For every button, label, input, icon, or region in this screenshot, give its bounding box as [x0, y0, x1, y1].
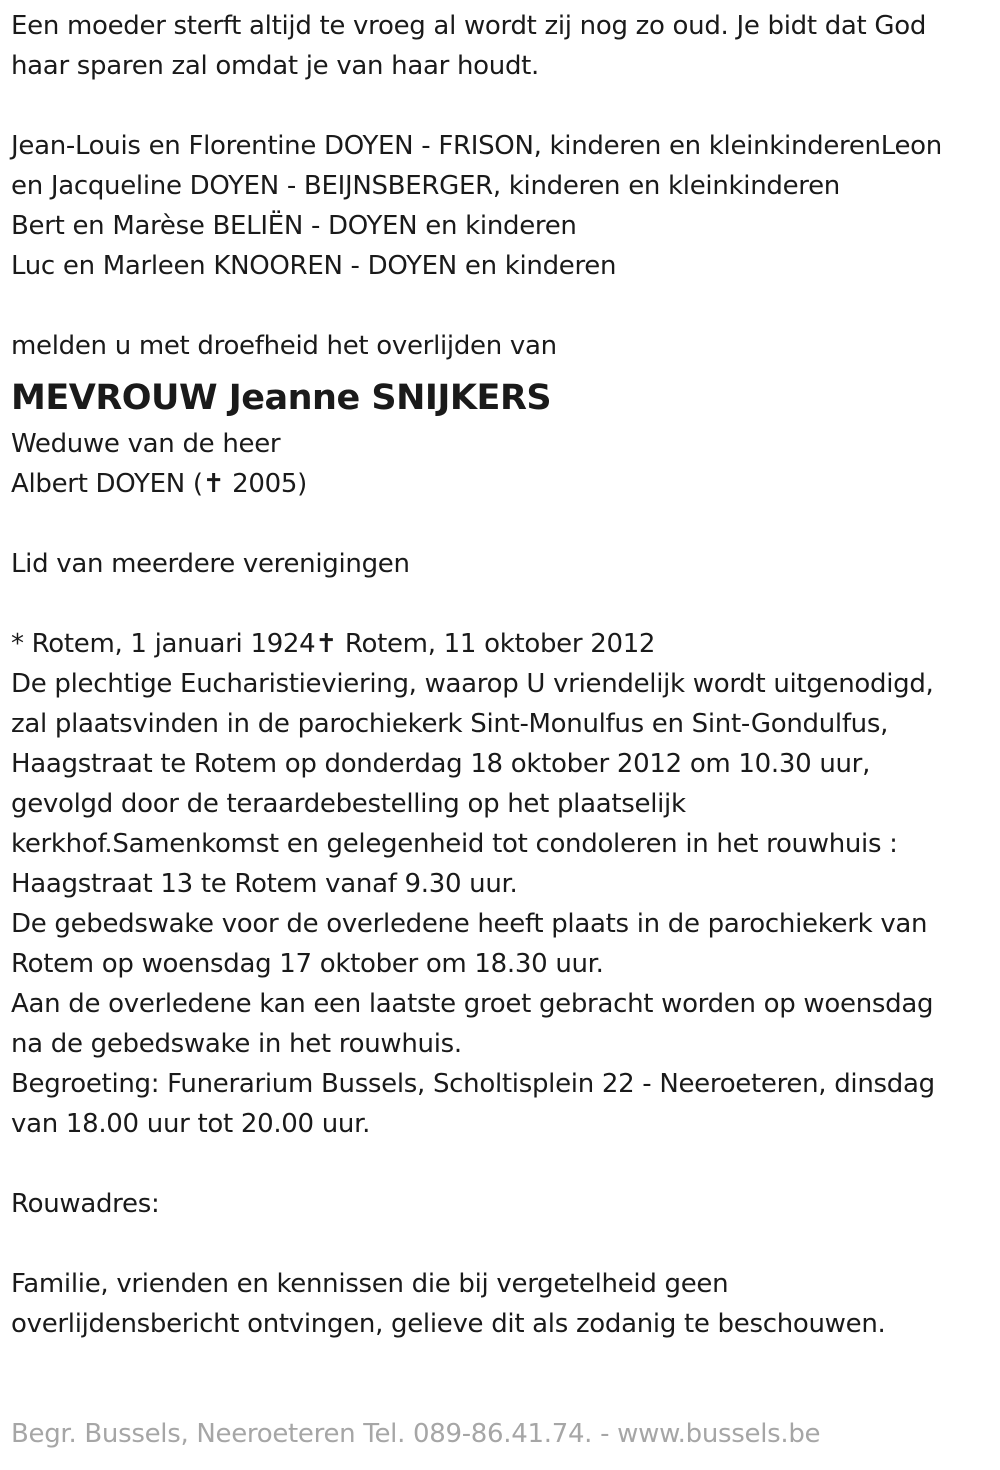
cross-icon: ✝: [315, 629, 337, 659]
spouse-name: Albert DOYEN (: [11, 469, 203, 499]
ceremony-line-5: kerkhof.Samenkomst en gelegenheid tot condoleren in het rouwhuis :: [11, 829, 898, 859]
mourning-address: Rouwadres:: [11, 1189, 160, 1219]
intro-line-2: haar sparen zal omdat je van haar houdt.: [11, 51, 540, 81]
deceased-name: MEVROUW Jeanne SNIJKERS: [11, 378, 552, 418]
ceremony-line-6: Haagstraat 13 te Rotem vanaf 9.30 uur.: [11, 869, 518, 899]
birth-info: * Rotem, 1 januari 1924: [11, 629, 316, 659]
ceremony-line-2: zal plaatsvinden in de parochiekerk Sint-Monulfus en Sint-Gondulfus,: [11, 709, 889, 739]
family-line-2: en Jacqueline DOYEN - BEIJNSBERGER, kinderen en kleinkinderen: [11, 171, 840, 201]
intro-line-1: Een moeder sterft altijd te vroeg al wordt zij nog zo oud. Je bidt dat God: [11, 11, 927, 41]
announcement: melden u met droefheid het overlijden van: [11, 331, 557, 361]
family-line-1: Jean-Louis en Florentine DOYEN - FRISON, kinderen en kleinkinderenLeon: [11, 131, 942, 161]
life-dates: [11, 624, 991, 664]
ceremony-line-11: Begroeting: Funerarium Bussels, Scholtisplein 22 - Neeroeteren, dinsdag: [11, 1069, 935, 1099]
closing-line-1: Familie, vrienden en kennissen die bij vergetelheid geen: [11, 1269, 729, 1299]
spouse-death-year: 2005): [224, 469, 307, 499]
ceremony-line-10: na de gebedswake in het rouwhuis.: [11, 1029, 462, 1059]
ceremony-line-1: De plechtige Eucharistieviering, waarop U vriendelijk wordt uitgenodigd,: [11, 669, 934, 699]
ceremony-line-12: van 18.00 uur tot 20.00 uur.: [11, 1109, 371, 1139]
ceremony-line-8: Rotem op woensdag 17 oktober om 18.30 uur.: [11, 949, 604, 979]
family-line-3: Bert en Marèse BELIËN - DOYEN en kinderen: [11, 211, 577, 241]
widow-line: Weduwe van de heer: [11, 429, 281, 459]
spouse-line: [11, 464, 991, 504]
ceremony-line-7: De gebedswake voor de overledene heeft plaats in de parochiekerk van: [11, 909, 928, 939]
ceremony-line-4: gevolgd door de teraardebestelling op het plaatselijk: [11, 789, 686, 819]
death-info: Rotem, 11 oktober 2012: [336, 629, 656, 659]
cross-icon: ✝: [202, 469, 225, 499]
family-line-4: Luc en Marleen KNOOREN - DOYEN en kinderen: [11, 251, 617, 281]
ceremony-line-3: Haagstraat te Rotem op donderdag 18 oktober 2012 om 10.30 uur,: [11, 749, 871, 779]
membership: Lid van meerdere verenigingen: [11, 549, 410, 579]
obituary-text: [11, 6, 991, 1344]
closing-line-2: overlijdensbericht ontvingen, gelieve dit als zodanig te beschouwen.: [11, 1309, 886, 1339]
ceremony-line-9: Aan de overledene kan een laatste groet gebracht worden op woensdag: [11, 989, 934, 1019]
funeral-home-footer: Begr. Bussels, Neeroeteren Tel. 089-86.41.74. - www.bussels.be: [11, 1419, 821, 1449]
